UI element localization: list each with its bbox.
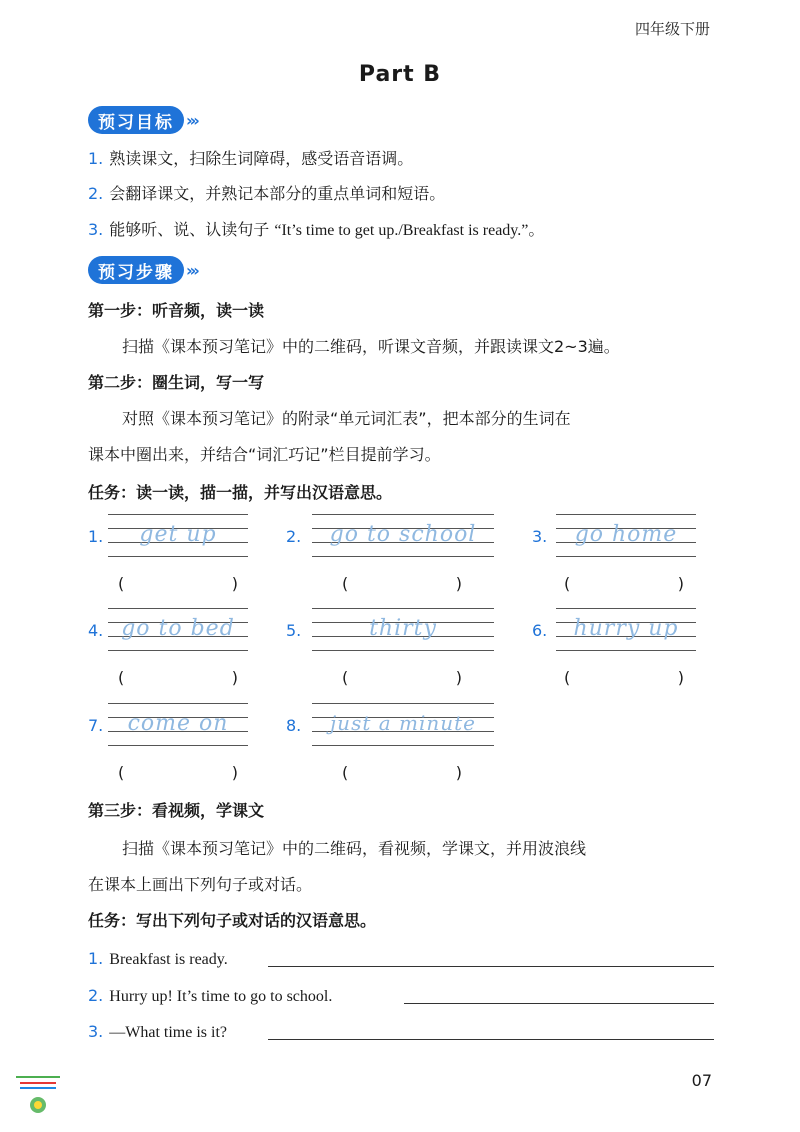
traced-word: get up — [139, 522, 217, 547]
answer-line[interactable] — [268, 966, 714, 967]
goal-item: 3. 能够听、说、认读句子 “It’s time to get up./Breakfast is ready.”。 — [88, 220, 545, 239]
step1-body: 扫描《课本预习笔记》中的二维码，听课文音频，并跟读课文2~3遍。 — [122, 337, 620, 356]
sentence-item: 1. Breakfast is ready. — [88, 949, 228, 968]
step3-body-line1: 扫描《课本预习笔记》中的二维码，看视频，学课文，并用波浪线 — [122, 839, 587, 858]
traced-word: go home — [574, 522, 678, 547]
tracing-lines — [108, 514, 248, 558]
sentence-item: 3. —What time is it? — [88, 1022, 228, 1041]
double-chevron-icon: ››› — [186, 110, 197, 130]
grade-label: 四年级下册 — [634, 20, 710, 38]
goal-item: 1. 熟读课文，扫除生词障碍，感受语音语调。 — [88, 149, 414, 168]
step2-body-line2: 课本中圈出来，并结合“词汇巧记”栏目提前学习。 — [88, 445, 441, 464]
tracing-lines — [556, 608, 696, 652]
word-number: 6. — [532, 621, 548, 640]
step1-title: 第一步：听音频，读一读 — [88, 301, 265, 320]
tracing-lines — [312, 514, 494, 558]
traced-word: hurry up — [573, 616, 679, 641]
goal-item: 2. 会翻译课文，并熟记本部分的重点单词和短语。 — [88, 184, 446, 203]
goals-header — [88, 106, 197, 134]
answer-line[interactable] — [268, 1039, 714, 1040]
traced-word: go to school — [329, 522, 477, 547]
word-number: 3. — [532, 527, 548, 546]
answer-line[interactable] — [404, 1003, 714, 1004]
answer-parentheses[interactable]: ( ) — [118, 763, 238, 782]
step3-title: 第三步：看视频，学课文 — [88, 801, 265, 820]
tracing-lines — [312, 703, 494, 747]
sentence-item: 2. Hurry up! It’s time to go to school. — [88, 986, 333, 1005]
step2-body-line1: 对照《课本预习笔记》的附录“单元词汇表”，把本部分的生词在 — [122, 409, 571, 428]
traced-word: come on — [127, 711, 229, 736]
answer-parentheses[interactable]: ( ) — [342, 763, 462, 782]
answer-parentheses[interactable]: ( ) — [342, 668, 462, 687]
answer-parentheses[interactable]: ( ) — [342, 574, 462, 593]
double-chevron-icon: ››› — [186, 260, 197, 280]
step3-body-line2: 在课本上画出下列句子或对话。 — [88, 875, 313, 894]
word-number: 4. — [88, 621, 104, 640]
traced-word: go to bed — [121, 616, 235, 641]
answer-parentheses[interactable]: ( ) — [118, 668, 238, 687]
word-number: 1. — [88, 527, 104, 546]
answer-parentheses[interactable]: ( ) — [564, 574, 684, 593]
word-number: 5. — [286, 621, 302, 640]
step2-task: 任务：读一读，描一描，并写出汉语意思。 — [88, 483, 393, 502]
word-number: 2. — [286, 527, 302, 546]
corner-logo — [14, 1072, 62, 1118]
word-number: 7. — [88, 716, 104, 735]
traced-word: thirty — [369, 616, 437, 641]
answer-parentheses[interactable]: ( ) — [564, 668, 684, 687]
step2-title: 第二步：圈生词，写一写 — [88, 373, 265, 392]
page-number: 07 — [691, 1071, 712, 1090]
tracing-lines — [108, 608, 248, 652]
page-title: Part B — [358, 62, 442, 87]
steps-badge: 预习步骤 — [88, 256, 184, 284]
tracing-lines — [556, 514, 696, 558]
goals-badge: 预习目标 — [88, 106, 184, 134]
tracing-lines — [108, 703, 248, 747]
word-number: 8. — [286, 716, 302, 735]
steps-header — [88, 256, 197, 284]
traced-word: just a minute — [329, 711, 477, 735]
tracing-lines — [312, 608, 494, 652]
answer-parentheses[interactable]: ( ) — [118, 574, 238, 593]
step3-task: 任务：写出下列句子或对话的汉语意思。 — [88, 911, 377, 930]
